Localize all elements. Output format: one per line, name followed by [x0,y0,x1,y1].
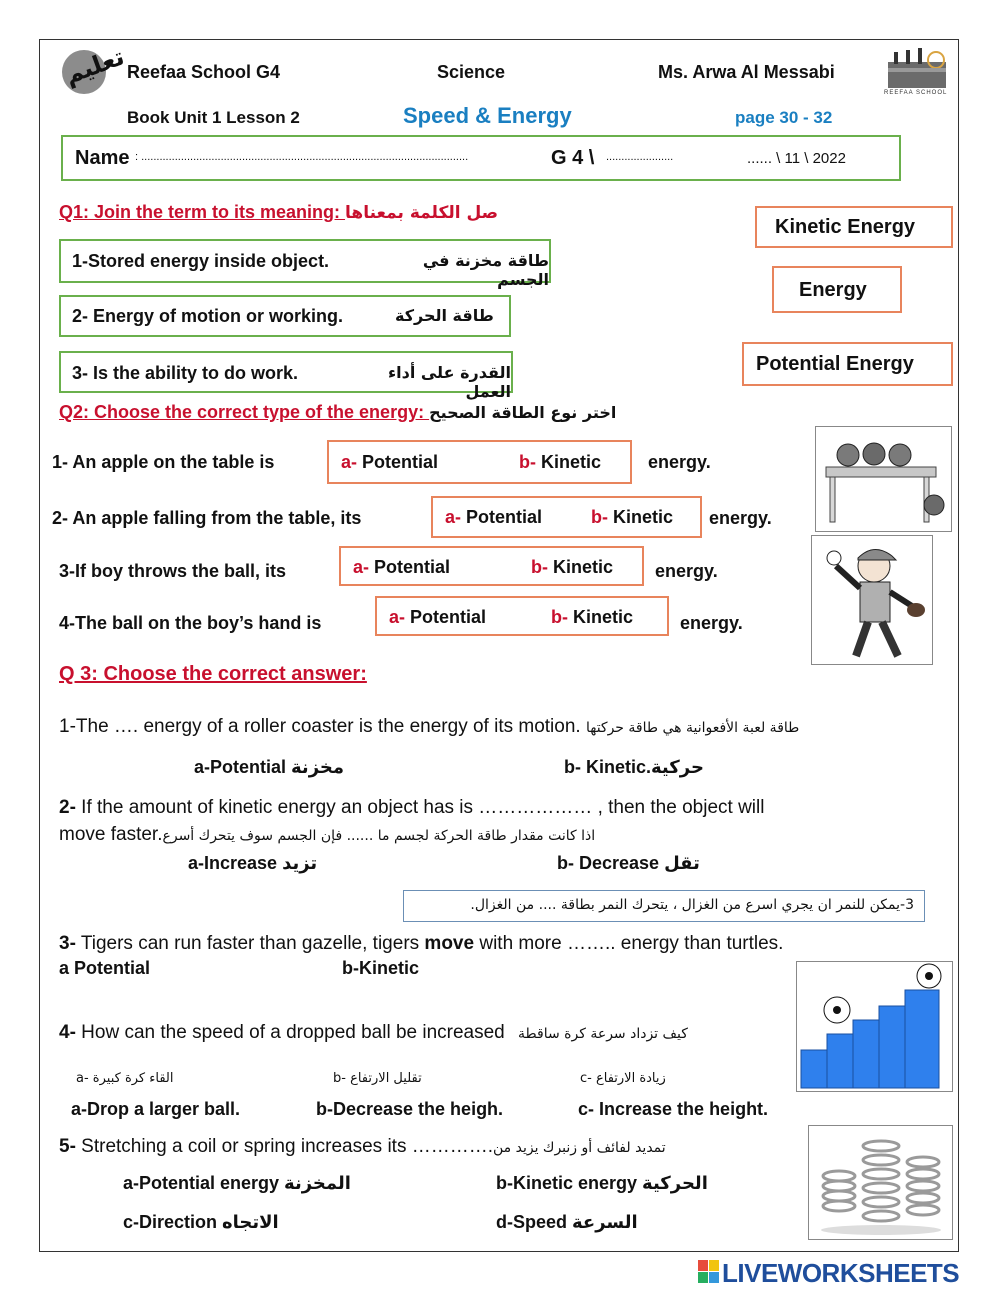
option-b-letter: b- [519,452,536,472]
liveworksheets-brand: LIVEWORKSHEETS [722,1258,960,1288]
name-label: Name [75,147,130,169]
q3-3-option-b[interactable]: b-Kinetic [342,958,420,978]
q2-item-2-option-b[interactable] [591,507,673,528]
q2-item-3-options[interactable] [339,546,644,586]
q3-1-text: 1-The …. energy of a roller coaster is the energy of its motion. [59,716,586,737]
q3-4-text: How can the speed of a dropped ball be increased [75,1022,511,1043]
q3-5-option-d[interactable]: d-Speed السرعة [496,1212,638,1232]
q3-2-text2: move faster. [59,824,163,845]
q2-title-en: Q2: Choose the correct type of the energy: [59,402,430,422]
option-a-letter: a- [445,507,462,527]
q2-item-2-suffix: energy. [709,508,772,528]
option-b-letter: b- [551,607,568,627]
q2-item-4-suffix: energy. [680,613,743,633]
q3-1-text-ar: طاقة لعبة الأفعوانية هي طاقة حركتها [585,720,800,736]
option-b-label: Kinetic [568,607,634,627]
option-b-label: Kinetic [608,507,674,527]
q3-3-option-a[interactable]: a Potential [59,958,151,978]
q3-2-option-a[interactable]: a-Increase تزيد [188,853,318,873]
q2-item-1-option-a[interactable] [341,452,438,473]
q3-4-option-a[interactable]: a-Drop a larger ball. [71,1099,241,1119]
q3-1-option-a[interactable]: a-Potential مخزنة [194,757,345,777]
subject: Science [437,62,506,82]
school-name: Reefaa School G4 [127,62,281,82]
q2-item-3-suffix: energy. [655,561,718,581]
q1-item-1-en: 1-Stored energy inside object. [72,251,330,271]
q2-item-3-text: 3-If boy throws the ball, its [59,561,287,581]
q1-item-3-ar: القدرة على أداء العمل [387,363,511,401]
q3-3-question [59,933,783,955]
q3-4-number: 4- [59,1022,76,1043]
q1-item-2-en: 2- Energy of motion or working. [72,306,344,326]
q3-3-text1: Tigers can run faster than gazelle, tigers [75,933,425,954]
q3-3-text2: with more …….. energy than turtles. [474,933,784,954]
q3-5-option-b[interactable]: b-Kinetic energy الحركية [496,1173,708,1193]
taalim-logo-text: تعليم [61,42,128,90]
q3-5-text-ar: تمديد لفائف أو زنبرك يزيد من [493,1140,666,1156]
q3-2-question-line2 [59,824,600,846]
q1-item-1-ar: طاقة مخزنة في الجسم [422,251,549,289]
q3-3-number: 3- [59,933,76,954]
option-a-letter: a- [353,557,370,577]
q3-3-arabic-box [403,890,925,922]
q2-title-ar: اختر نوع الطاقة الصحيح [429,403,617,422]
date-field: ...... \ 11 \ 2022 [747,150,846,167]
q2-item-3-option-b[interactable] [531,557,613,578]
q2-title [59,402,616,423]
term-kinetic-energy[interactable] [755,206,953,248]
option-a-label: Potential [461,507,543,527]
term-kinetic-energy-label: Kinetic Energy [775,216,916,238]
option-a-label: Potential [405,607,487,627]
q3-4-ar-option-c: زيادة الارتفاع -c [580,1071,666,1086]
springs-image [808,1125,953,1240]
q1-item-3 [59,351,513,401]
q1-item-1 [59,239,551,289]
q3-5-number: 5- [59,1136,76,1157]
q3-4-option-c[interactable]: c- Increase the height. [578,1099,769,1119]
option-b-letter: b- [591,507,608,527]
q3-title: Q 3: Choose the correct answer: [59,663,367,685]
term-energy[interactable] [772,266,902,313]
q3-2-text: If the amount of kinetic energy an object has is ……………… , then the object will [75,797,765,818]
q3-2-question [59,797,764,819]
name-field[interactable]: : ........................................................................................................... [135,151,469,163]
q3-5-text: Stretching a coil or spring increases its …………. [75,1136,493,1157]
boy-throwing-ball-image [811,535,933,665]
q2-item-1-options[interactable] [327,440,632,484]
q3-4-text-ar: كيف تزداد سرعة كرة ساقطة [518,1026,688,1042]
q1-item-2 [59,295,511,337]
page-range: page 30 - 32 [735,108,833,127]
q3-5-option-c[interactable]: c-Direction الاتجاه [123,1212,279,1232]
q1-title [59,202,498,223]
q3-5-question [59,1136,666,1158]
taalim-logo [58,42,128,96]
q3-5-option-a[interactable]: a-Potential energy المخزنة [123,1173,351,1193]
option-a-letter: a- [389,607,406,627]
school-logo-text: REEFAA SCHOOL [884,90,948,96]
liveworksheets-icon [698,1260,720,1284]
apples-table-image [815,426,952,532]
q3-2-text-ar: اذا كانت مقدار طاقة الحركة لجسم ما ...... فإن الجسم سوف يتحرك أسرع [162,828,600,844]
teacher-name: Ms. Arwa Al Messabi [658,62,835,82]
option-a-letter: a- [341,452,358,472]
topic-title: Speed & Energy [403,103,572,128]
q2-item-4-text: 4-The ball on the boy’s hand is [59,613,322,633]
q2-item-2-text: 2- An apple falling from the table, its [52,508,362,528]
q1-title-en: Q1: Join the term to its meaning: [59,202,346,222]
q3-1-question [59,716,799,738]
option-a-label: Potential [357,452,439,472]
q3-4-ar-option-b: تقليل الارتفاع -b [333,1071,422,1086]
q2-item-4-option-a[interactable] [389,607,486,628]
book-unit: Book Unit 1 Lesson 2 [127,108,300,127]
q1-item-3-en: 3- Is the ability to do work. [72,363,299,383]
grade-label: G 4 \ [551,147,595,169]
term-energy-label: Energy [799,279,867,301]
name-bar [61,135,901,181]
option-b-letter: b- [531,557,548,577]
q2-item-3-option-a[interactable] [353,557,450,578]
q3-4-question [59,1022,688,1044]
option-a-label: Potential [369,557,451,577]
q2-item-1-text: 1- An apple on the table is [52,452,275,472]
q2-item-1-option-b[interactable] [519,452,601,473]
stairs-balls-image [796,961,953,1092]
q2-item-4-option-b[interactable] [551,607,633,628]
q2-item-2-options[interactable] [431,496,702,538]
q3-4-option-b[interactable]: b-Decrease the heigh. [316,1099,504,1119]
q3-1-option-b[interactable]: b- Kinetic.حركية [564,757,704,777]
q3-3-bold: move [424,933,475,954]
grade-field[interactable]: ...................... [606,151,674,163]
q1-item-2-ar: طاقة الحركة [395,306,494,325]
term-potential-energy[interactable] [742,342,953,386]
q2-item-4-options[interactable] [375,596,669,636]
q3-2-number: 2- [59,797,76,818]
q3-4-ar-option-a: القاء كرة كبيرة -a [76,1071,174,1086]
q1-title-ar: صل الكلمة بمعناها [345,203,499,223]
q2-item-1-suffix: energy. [648,452,711,472]
option-b-label: Kinetic [536,452,602,472]
term-potential-energy-label: Potential Energy [756,353,914,375]
q3-2-option-b[interactable]: b- Decrease تقل [557,853,700,873]
option-b-label: Kinetic [548,557,614,577]
q2-item-2-option-a[interactable] [445,507,542,528]
school-logo [882,44,952,100]
q3-3-arabic-text: 3-يمكن للنمر ان يجري اسرع من الغزال ، يتحرك النمر بطاقة .... من الغزال. [470,897,914,913]
